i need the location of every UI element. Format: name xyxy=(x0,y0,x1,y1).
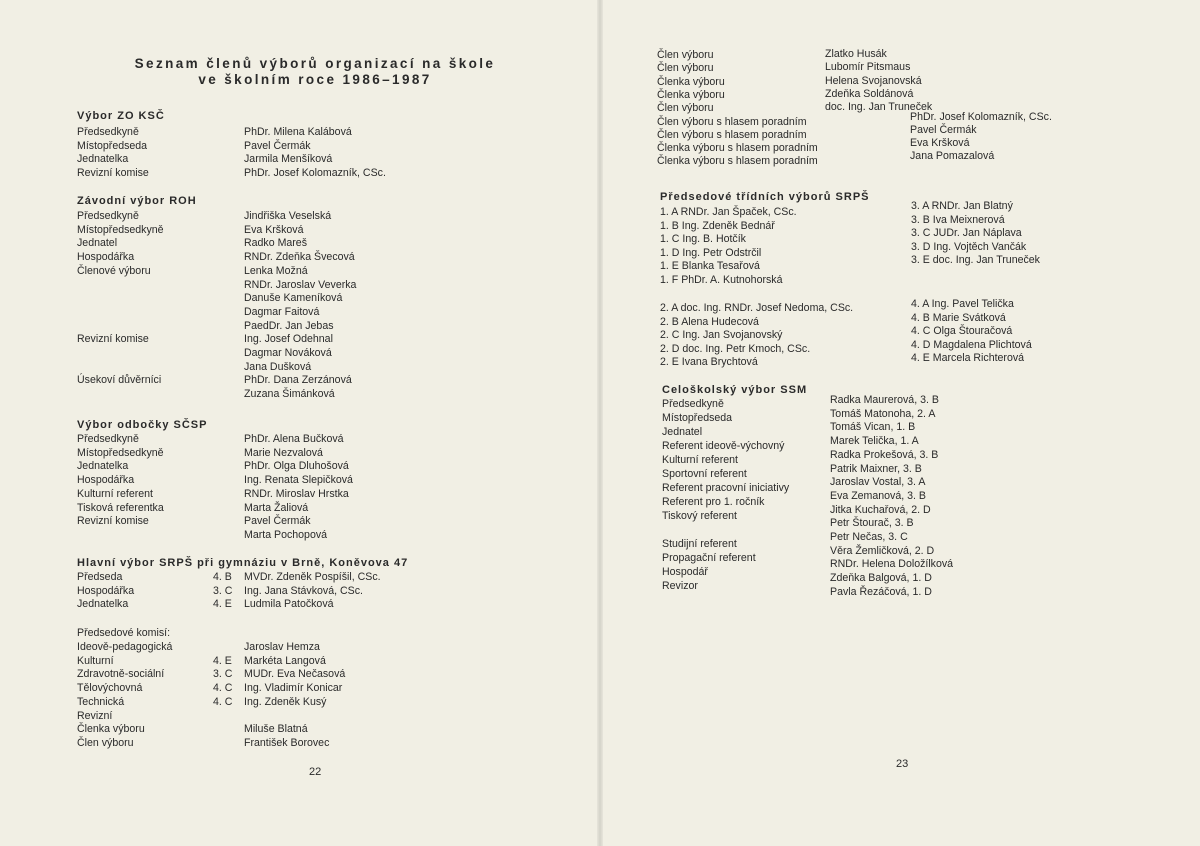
ssm-role-label: Referent pro 1. ročník xyxy=(662,496,765,508)
scsp-role-label: Místopředsedkyně xyxy=(77,446,164,459)
roh-role-label: Jednatel xyxy=(77,237,118,250)
ssm-role-label: Hospodář xyxy=(662,566,708,578)
class-chair-entry: 2. C Ing. Jan Svojanovský xyxy=(660,329,783,342)
komise-role-label: Revizní xyxy=(77,709,113,722)
ssm-role-label: Jednatel xyxy=(662,426,703,438)
ssm-member-name: Patrik Maixner, 3. B xyxy=(830,462,922,475)
ssm-role-label: Studijní referent xyxy=(662,538,737,550)
committee-role-label: Členka výboru s hlasem poradním xyxy=(657,155,818,168)
komise-role-label: Kulturní xyxy=(77,654,114,667)
committee-member-name: doc. Ing. Jan Truneček xyxy=(825,101,933,114)
komise-member-name: Markéta Langová xyxy=(244,654,326,667)
ksc-role-label: Místopředseda xyxy=(77,139,148,152)
srps-class-label: 3. C xyxy=(213,584,233,597)
ssm-role-label: Předsedkyně xyxy=(662,398,724,410)
class-chair-entry: 4. A Ing. Pavel Telička xyxy=(911,298,1014,310)
scsp-role-label: Revizní komise xyxy=(77,515,149,528)
komise-member-name: Ing. Vladimír Konicar xyxy=(244,682,343,695)
page-title-line2: ve školním roce 1986–1987 xyxy=(198,72,432,87)
roh-member-name: PaedDr. Jan Jebas xyxy=(244,319,334,332)
committee-role-label: Člen výboru xyxy=(657,62,714,75)
ssm-role-label: Sportovní referent xyxy=(662,468,747,480)
roh-role-label: Úsekoví důvěrníci xyxy=(77,374,162,387)
scsp-member-name: PhDr. Olga Dluhošová xyxy=(244,460,349,473)
roh-member-name: Lenka Možná xyxy=(244,264,308,277)
committee-member-name: Helena Svojanovská xyxy=(825,74,922,87)
class-chair-entry: 1. B Ing. Zdeněk Bednář xyxy=(660,219,775,232)
scsp-role-label: Jednatelka xyxy=(77,460,129,473)
ssm-member-name: Tomáš Matonoha, 2. A xyxy=(830,407,936,420)
roh-role-label: Předsedkyně xyxy=(77,210,139,222)
scsp-member-name: RNDr. Miroslav Hrstka xyxy=(244,487,349,500)
ssm-member-name: Zdeňka Balgová, 1. D xyxy=(830,572,932,585)
scsp-member-name: Marie Nezvalová xyxy=(244,446,323,459)
class-chair-entry: 3. A RNDr. Jan Blatný xyxy=(911,200,1013,212)
komise-member-name: František Borovec xyxy=(244,736,330,749)
komise-class-label: 4. C xyxy=(213,682,233,695)
komise-heading: Předsedové komisí: xyxy=(77,627,171,639)
class-chair-entry: 2. D doc. Ing. Petr Kmoch, CSc. xyxy=(660,342,811,355)
srps-heading: Hlavní výbor SRPŠ při gymnáziu v Brně, Koněvova 47 xyxy=(77,557,409,569)
ssm-member-name: Petr Nečas, 3. C xyxy=(830,531,908,543)
srps-class-label: 4. B xyxy=(213,571,232,583)
komise-role-label: Technická xyxy=(77,695,125,708)
scsp-member-name: Ing. Renata Slepičková xyxy=(244,474,353,487)
srps-member-name: Ludmila Patočková xyxy=(244,598,334,611)
roh-member-name: Radko Mareš xyxy=(244,237,307,250)
ksc-role-label: Jednatelka xyxy=(77,153,129,166)
committee-role-label: Člen výboru xyxy=(657,49,714,61)
class-chair-entry: 1. E Blanka Tesařová xyxy=(660,260,760,273)
committee-member-name: PhDr. Josef Kolomazník, CSc. xyxy=(910,110,1052,123)
scsp-role-label: Tisková referentka xyxy=(77,501,164,514)
class-chair-entry: 1. C Ing. B. Hotčík xyxy=(660,233,746,246)
committee-role-label: Členka výboru xyxy=(657,88,725,101)
srps-role-label: Jednatelka xyxy=(77,598,129,611)
ssm-member-name: Jaroslav Vostal, 3. A xyxy=(830,476,926,489)
class-chair-entry: 1. F PhDr. A. Kutnohorská xyxy=(660,274,783,286)
committee-member-name: Zlatko Husák xyxy=(825,48,887,60)
committee-role-label: Člen výboru s hlasem poradním xyxy=(657,115,807,128)
class-chair-entry: 1. D Ing. Petr Odstrčil xyxy=(660,246,762,259)
class-chair-entry: 4. E Marcela Richterová xyxy=(911,352,1025,365)
committee-role-label: Členka výboru s hlasem poradním xyxy=(657,142,818,155)
ssm-member-name: Jitka Kuchařová, 2. D xyxy=(830,503,931,516)
komise-role-label: Ideově-pedagogická xyxy=(77,641,173,653)
komise-role-label: Členka výboru xyxy=(77,723,145,736)
right-page xyxy=(600,0,1200,846)
roh-role-label: Revizní komise xyxy=(77,333,149,346)
ksc-member-name: PhDr. Josef Kolomazník, CSc. xyxy=(244,167,386,180)
page-title-line1: Seznam členů výborů organizací na škole xyxy=(134,56,496,71)
page-number-right: 23 xyxy=(896,758,909,770)
page-number-left: 22 xyxy=(309,766,322,778)
ssm-heading: Celoškolský výbor SSM xyxy=(662,384,808,396)
ssm-member-name: RNDr. Helena Doložílková xyxy=(830,558,954,571)
ssm-member-name: Pavla Řezáčová, 1. D xyxy=(830,585,932,598)
class-chair-entry: 3. E doc. Ing. Jan Truneček xyxy=(911,254,1040,267)
scsp-member-name: Marta Pochopová xyxy=(244,528,328,541)
roh-heading: Závodní výbor ROH xyxy=(77,195,197,207)
scsp-role-label: Kulturní referent xyxy=(77,487,153,500)
roh-role-label: Místopředsedkyně xyxy=(77,223,164,236)
ssm-member-name: Radka Prokešová, 3. B xyxy=(830,448,939,461)
scsp-member-name: Pavel Čermák xyxy=(244,515,311,528)
class-chair-entry: 2. E Ivana Brychtová xyxy=(660,356,758,369)
srps-role-label: Hospodářka xyxy=(77,584,135,597)
komise-member-name: Miluše Blatná xyxy=(244,723,308,736)
roh-member-name: Ing. Josef Odehnal xyxy=(244,333,333,346)
scsp-heading: Výbor odbočky SČSP xyxy=(77,419,208,431)
ksc-member-name: Jarmila Menšíková xyxy=(244,153,333,166)
ksc-member-name: PhDr. Milena Kalábová xyxy=(244,126,352,138)
committee-member-name: Eva Kršková xyxy=(910,137,970,150)
roh-member-name: PhDr. Dana Zerzánová xyxy=(244,374,352,387)
committee-member-name: Pavel Čermák xyxy=(910,123,977,136)
class-chair-entry: 2. B Alena Hudecová xyxy=(660,315,759,328)
ssm-member-name: Marek Telička, 1. A xyxy=(830,435,919,448)
class-chair-entry: 3. D Ing. Vojtěch Vančák xyxy=(911,240,1027,253)
committee-role-label: Člen výboru xyxy=(657,102,714,115)
scsp-member-name: Marta Žaliová xyxy=(244,501,309,514)
class-chair-entry: 4. B Marie Svátková xyxy=(911,311,1006,324)
roh-member-name: Jindřiška Veselská xyxy=(244,210,332,222)
ssm-member-name: Petr Štourač, 3. B xyxy=(830,517,914,530)
ssm-role-label: Referent pracovní iniciativy xyxy=(662,482,790,494)
scsp-role-label: Předsedkyně xyxy=(77,433,139,445)
roh-member-name: RNDr. Zdeňka Švecová xyxy=(244,251,355,264)
ssm-member-name: Radka Maurerová, 3. B xyxy=(830,394,939,406)
roh-member-name: Jana Dušková xyxy=(244,360,312,373)
komise-role-label: Tělovýchovná xyxy=(77,682,143,695)
komise-role-label: Člen výboru xyxy=(77,736,134,749)
komise-member-name: Ing. Zdeněk Kusý xyxy=(244,695,327,708)
srps-role-label: Předseda xyxy=(77,571,123,583)
ksc-member-name: Pavel Čermák xyxy=(244,139,311,152)
ksc-heading: Výbor ZO KSČ xyxy=(77,110,165,122)
committee-role-label: Členka výboru xyxy=(657,75,725,88)
ssm-role-label: Propagační referent xyxy=(662,552,756,564)
ssm-member-name: Věra Žemličková, 2. D xyxy=(830,544,935,557)
ksc-role-label: Předsedkyně xyxy=(77,126,139,138)
committee-role-label: Člen výboru s hlasem poradním xyxy=(657,128,807,141)
komise-member-name: Jaroslav Hemza xyxy=(244,641,320,653)
class-chair-entry: 1. A RNDr. Jan Špaček, CSc. xyxy=(660,206,797,218)
ssm-member-name: Tomáš Vican, 1. B xyxy=(830,421,916,434)
class-chair-entry: 3. C JUDr. Jan Náplava xyxy=(911,227,1022,240)
roh-member-name: Dagmar Faitová xyxy=(244,305,320,318)
ssm-role-label: Revizor xyxy=(662,580,698,592)
class-committees-heading: Předsedové třídních výborů SRPŠ xyxy=(660,191,870,203)
roh-member-name: Zuzana Šimánková xyxy=(244,388,335,401)
ssm-role-label: Kulturní referent xyxy=(662,454,738,466)
ksc-role-label: Revizní komise xyxy=(77,167,149,180)
srps-member-name: MVDr. Zdeněk Pospíšil, CSc. xyxy=(244,571,381,583)
committee-member-name: Jana Pomazalová xyxy=(910,150,995,163)
roh-role-label: Hospodářka xyxy=(77,251,135,264)
class-chair-entry: 2. A doc. Ing. RNDr. Josef Nedoma, CSc. xyxy=(660,302,854,314)
scsp-member-name: PhDr. Alena Bučková xyxy=(244,433,344,445)
ssm-member-name: Eva Zemanová, 3. B xyxy=(830,489,926,502)
srps-class-label: 4. E xyxy=(213,598,232,611)
class-chair-entry: 4. D Magdalena Plichtová xyxy=(911,338,1032,351)
class-chair-entry: 4. C Olga Štouračová xyxy=(911,325,1013,338)
ssm-role-label: Referent ideově-výchovný xyxy=(662,440,785,452)
komise-class-label: 4. E xyxy=(213,654,232,667)
roh-role-label: Členové výboru xyxy=(77,264,151,277)
ssm-role-label: Tiskový referent xyxy=(662,510,737,522)
komise-role-label: Zdravotně-sociální xyxy=(77,668,165,681)
srps-member-name: Ing. Jana Stávková, CSc. xyxy=(244,584,363,597)
roh-member-name: Eva Kršková xyxy=(244,223,304,236)
roh-member-name: RNDr. Jaroslav Veverka xyxy=(244,278,357,291)
komise-member-name: MUDr. Eva Nečasová xyxy=(244,668,346,681)
committee-member-name: Zdeňka Soldánová xyxy=(825,87,914,100)
ssm-role-label: Místopředseda xyxy=(662,412,733,424)
scsp-role-label: Hospodářka xyxy=(77,474,135,487)
committee-member-name: Lubomír Pitsmaus xyxy=(825,61,911,74)
roh-member-name: Dagmar Nováková xyxy=(244,347,332,359)
roh-member-name: Danuše Kameníková xyxy=(244,292,343,305)
komise-class-label: 3. C xyxy=(213,668,233,681)
class-chair-entry: 3. B Iva Meixnerová xyxy=(911,213,1005,226)
komise-class-label: 4. C xyxy=(213,695,233,708)
